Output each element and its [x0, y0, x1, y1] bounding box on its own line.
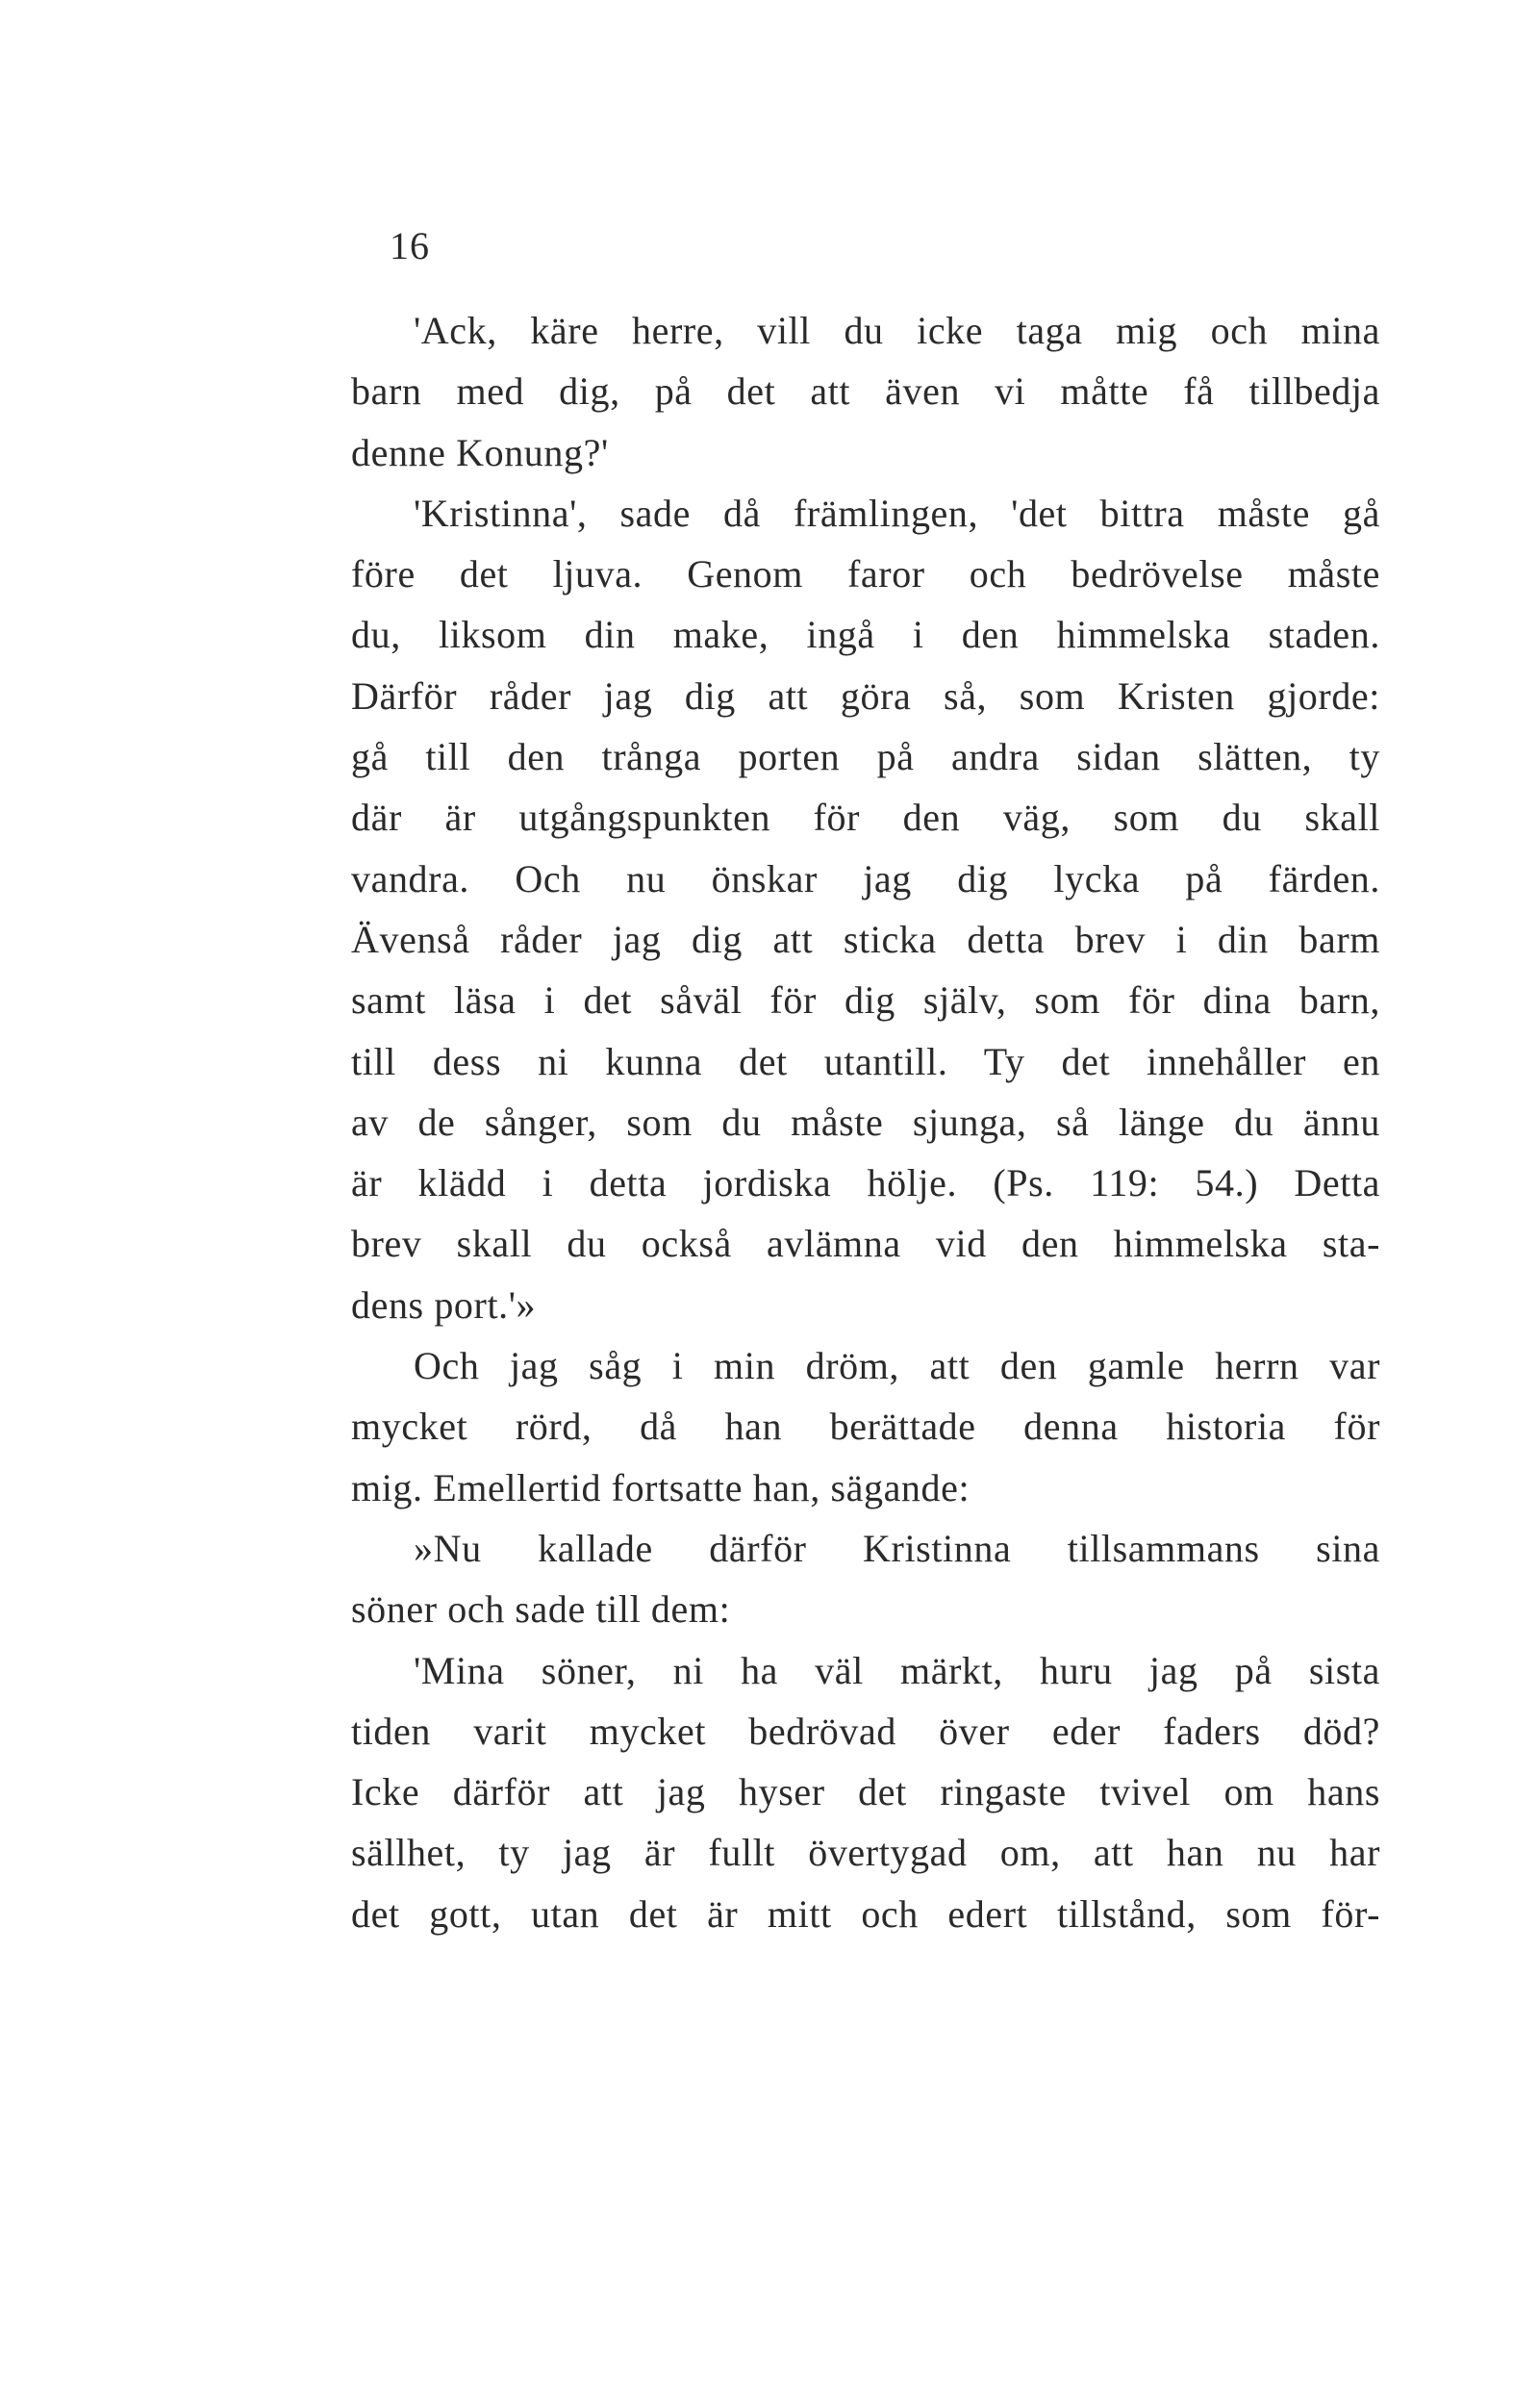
- text-line: av de sånger, som du måste sjunga, så länge du ännu: [351, 1100, 1380, 1144]
- text-line: mycket rörd, då han berättade denna historia för: [351, 1405, 1380, 1449]
- page-number: 16: [390, 224, 430, 267]
- text-line: till dess ni kunna det utantill. Ty det innehåller en: [351, 1039, 1380, 1083]
- text-line: brev skall du också avlämna vid den himmelska sta-: [351, 1222, 1380, 1266]
- body-text: [351, 300, 1380, 1944]
- text-line: är klädd i detta jordiska hölje. (Ps. 119: 54.) Detta: [351, 1161, 1380, 1205]
- text-line: dens port.'»: [351, 1282, 537, 1327]
- text-line: Ävenså råder jag dig att sticka detta brev i din barm: [351, 917, 1380, 961]
- text-line: där är utgångspunkten för den väg, som du skall: [351, 796, 1380, 840]
- text-line: barn med dig, på det att även vi måtte få tillbedja: [351, 369, 1380, 414]
- text-line: denne Konung?': [351, 430, 609, 474]
- text-line: vandra. Och nu önskar jag dig lycka på färden.: [351, 856, 1380, 900]
- text-line: 'Ack, käre herre, vill du icke taga mig och mina: [414, 309, 1380, 352]
- text-line: »Nu kallade därför Kristinna tillsammans sina: [414, 1526, 1380, 1570]
- text-line: tiden varit mycket bedrövad över eder faders död?: [351, 1709, 1380, 1753]
- text-line: söner och sade till dem:: [351, 1587, 731, 1632]
- text-line: mig. Emellertid fortsatte han, sägande:: [351, 1465, 971, 1509]
- text-line: sällhet, ty jag är fullt övertygad om, att han nu har: [351, 1831, 1380, 1875]
- text-line: Icke därför att jag hyser det ringaste tvivel om hans: [351, 1770, 1380, 1814]
- text-line: 'Kristinna', sade då främlingen, 'det bittra måste gå: [414, 491, 1380, 535]
- text-line: före det ljuva. Genom faror och bedrövelse måste: [351, 552, 1380, 596]
- text-line: det gott, utan det är mitt och edert tillstånd, som för-: [351, 1891, 1380, 1936]
- text-line: Därför råder jag dig att göra så, som Kristen gjorde:: [351, 673, 1380, 718]
- text-line: Och jag såg i min dröm, att den gamle herrn var: [414, 1344, 1380, 1388]
- text-line: samt läsa i det såväl för dig själv, som för dina barn,: [351, 978, 1380, 1023]
- text-line: gå till den trånga porten på andra sidan slätten, ty: [351, 735, 1380, 779]
- text-line: du, liksom din make, ingå i den himmelska staden.: [351, 613, 1380, 657]
- text-line: 'Mina söner, ni ha väl märkt, huru jag på sista: [414, 1648, 1380, 1692]
